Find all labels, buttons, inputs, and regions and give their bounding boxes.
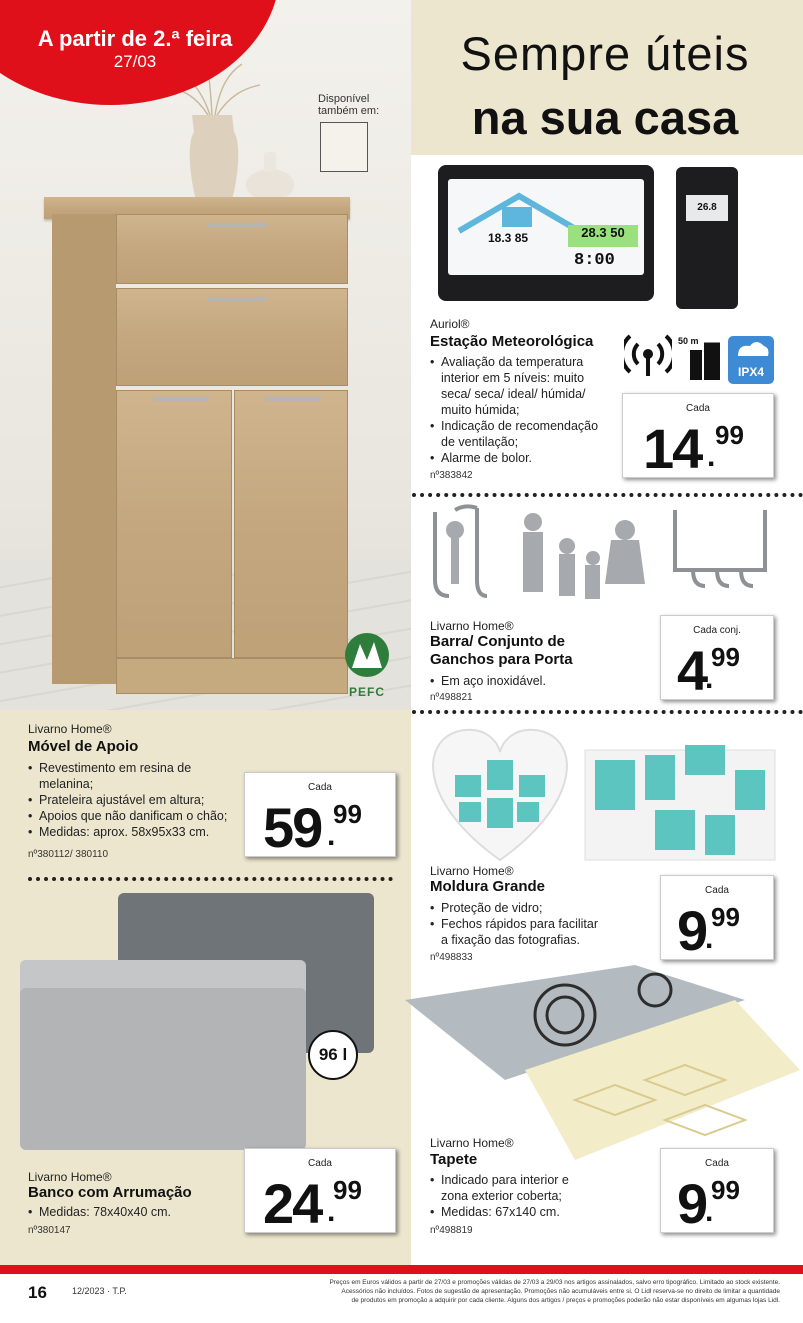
cabinet-bullet: • Medidas: aprox. 58x95x33 cm. [28, 824, 243, 840]
disclaimer-line: de produtos em promoção a adquirir por cada cliente. Alguns dos artigos / preços e promoções poderão não estar disponíveis em algumas lojas Lidl. [351, 1297, 780, 1304]
bench-brand: Livarno Home® [28, 1170, 112, 1184]
frame-price-box: Cada 9 99 . [660, 875, 774, 960]
photo-frames-image [425, 720, 795, 868]
disclaimer-line: Preços em Euros válidos a partir de 27/03 e promoções válidas de 27/03 a 29/03 nos artigos assinalados, salvo erro tipográfico. Limitado ao stock existente. [329, 1279, 780, 1286]
bench-price-box: Cada 24 99 . [244, 1148, 396, 1233]
clock-display: 8:00 [574, 251, 615, 270]
bench-price-label: Cada [308, 1158, 332, 1169]
cabinet-door-left [116, 390, 232, 658]
cabinet-bullets [28, 760, 243, 840]
weather-bullet [430, 354, 620, 418]
hooks-price-label: Cada conj. [693, 625, 741, 636]
white-color-swatch [320, 122, 368, 172]
ipx4-icon [728, 336, 774, 384]
separator [28, 877, 393, 881]
bullet-text: Indicado para interior e [441, 1173, 569, 1187]
bench-name: Banco com Arrumação [28, 1184, 192, 1201]
hooks-bullets [430, 673, 630, 689]
indoor-temp-value: 18.3 [488, 231, 512, 245]
bullet-text: Avaliação da temperatura [441, 355, 584, 369]
cabinet-price-int: 59 [263, 796, 322, 859]
hooks-name-line1: Barra/ Conjunto de [430, 633, 566, 650]
rug-code: nº498819 [430, 1225, 473, 1236]
outdoor-temp-value: 28.3 [581, 225, 607, 240]
sensor-display: 26.8 [686, 195, 728, 221]
bullet-text: de ventilação; [441, 435, 519, 449]
bench-price-dec: 99 [333, 1175, 362, 1205]
weather-brand: Auriol® [430, 317, 470, 331]
rug-price-box: Cada 9 99 . [660, 1148, 774, 1233]
outdoor-display [568, 225, 638, 247]
cabinet-drawer-top [116, 214, 348, 284]
frame-price-int: 9 [677, 899, 707, 962]
wireless-signal-icon [624, 330, 672, 378]
bench-bullets [28, 1204, 238, 1220]
rug-name: Tapete [430, 1151, 478, 1168]
frame-code: nº498833 [430, 952, 473, 963]
availability-label [318, 93, 379, 117]
bench-bullet: • Medidas: 78x40x40 cm. [28, 1204, 238, 1220]
hooks-price-box: Cada conj. 4 99 . [660, 615, 774, 700]
hooks-bullet: • Em aço inoxidável. [430, 673, 630, 689]
weather-bullets [430, 354, 620, 466]
rug-bullet: • Medidas: 67x140 cm. [430, 1204, 630, 1220]
cabinet-brand: Livarno Home® [28, 722, 112, 736]
cabinet-plinth [116, 658, 348, 694]
cabinet-price-box: Cada 59 99 . [244, 772, 396, 857]
rug-price-dec: 99 [711, 1175, 740, 1205]
cabinet-photo [0, 0, 411, 710]
rug-bullet [430, 1172, 630, 1204]
indoor-humidity-value: 85 [514, 231, 529, 245]
cabinet-price-label: Cada [308, 782, 332, 793]
door-hooks-image [425, 500, 795, 618]
rug-price-label: Cada [705, 1158, 729, 1169]
rug-price-int: 9 [677, 1172, 707, 1235]
weather-bullet [430, 418, 620, 450]
promo-date: 27/03 [113, 52, 157, 71]
footer-bar [0, 1265, 803, 1274]
cabinet-code: nº380112/ 380110 [28, 849, 109, 860]
hooks-name-line2: Ganchos para Porta [430, 651, 573, 668]
headline-subtitle: na sua casa [471, 91, 739, 144]
cabinet-bullet: • Apoios que não danificam o chão; [28, 808, 243, 824]
bullet-text: a fixação das fotografias. [441, 933, 580, 947]
availability-label-line2: também em: [318, 105, 380, 117]
frame-bullet: • Proteção de vidro; [430, 900, 630, 916]
bullet-text: Fechos rápidos para facilitar [441, 917, 599, 931]
bench-price-int: 24 [263, 1172, 322, 1235]
weather-price-dec: 99 [715, 420, 744, 450]
separator [412, 710, 803, 714]
frame-price-dec: 99 [711, 902, 740, 932]
bullet-text: Alarme de bolor. [441, 451, 533, 465]
rug-brand: Livarno Home® [430, 1136, 514, 1150]
frame-bullet [430, 916, 630, 948]
bullet-text: seca/ seca/ ideal/ húmida/ [441, 387, 586, 401]
ipx4-label: IPX4 [737, 365, 764, 379]
bench-light-image [20, 960, 306, 1150]
hooks-name [430, 633, 573, 669]
indoor-display [488, 231, 528, 245]
cabinet-door-right [234, 390, 348, 658]
range-label: 50 m [678, 336, 699, 346]
bullet-text: muito húmida; [441, 403, 520, 417]
weather-price-box: Cada 14 99 . [622, 393, 774, 478]
frame-price-label: Cada [705, 885, 729, 896]
frame-brand: Livarno Home® [430, 864, 514, 878]
weather-bullet [430, 450, 620, 466]
cabinet-drawer-bottom [116, 288, 348, 386]
bullet-text: Revestimento em resina de [39, 761, 192, 775]
weather-code: nº383842 [430, 470, 473, 481]
frame-name: Moldura Grande [430, 878, 546, 895]
bench-code: nº380147 [28, 1225, 71, 1236]
cabinet-name: Móvel de Apoio [28, 738, 139, 755]
weather-price-int: 14 [643, 417, 702, 480]
hooks-code: nº498821 [430, 692, 473, 703]
promo-text: A partir de 2.ª feira [37, 26, 233, 51]
rug-image [405, 960, 803, 1160]
issue-label: 12/2023 · T.P. [72, 1286, 127, 1296]
availability-label-line1: Disponível [318, 93, 370, 105]
cabinet-bullet [28, 760, 243, 792]
hooks-price-int: 4 [677, 639, 707, 702]
bullet-text: Indicação de recomendação [441, 419, 599, 433]
bullet-text: zona exterior coberta; [441, 1189, 562, 1203]
disclaimer [240, 1278, 780, 1305]
weather-sensor-image [676, 167, 738, 309]
hooks-price-dec: 99 [711, 642, 740, 672]
frame-bullets [430, 900, 630, 948]
cabinet-bullet: • Prateleira ajustável em altura; [28, 792, 243, 808]
hooks-brand: Livarno Home® [430, 619, 514, 633]
weather-name: Estação Meteorológica [430, 333, 594, 350]
rug-bullets [430, 1172, 630, 1220]
weather-station-image [438, 165, 654, 301]
bullet-text: melanina; [39, 777, 94, 791]
range-bars-icon [704, 336, 720, 380]
disclaimer-line: Acessórios não incluídos. Fotos de sugestão de apresentação. Promoções não acumuláveis entre si. O Lidl reserva-se no direito de limitar a quantidade [341, 1288, 780, 1295]
bullet-text: interior em 5 níveis: muito [441, 371, 585, 385]
cabinet-price-dec: 99 [333, 799, 362, 829]
outdoor-humidity-value: 50 [610, 225, 625, 240]
range-sensor-icon [690, 350, 702, 380]
headline-title: Sempre úteis [460, 27, 750, 80]
cabinet-side [52, 214, 116, 684]
page-number: 16 [28, 1283, 47, 1302]
pefc-logo [336, 630, 398, 702]
weather-price-label: Cada [686, 403, 710, 414]
separator [412, 493, 803, 497]
capacity-badge: 96 l [308, 1030, 358, 1080]
pefc-label: PEFC [348, 685, 385, 699]
